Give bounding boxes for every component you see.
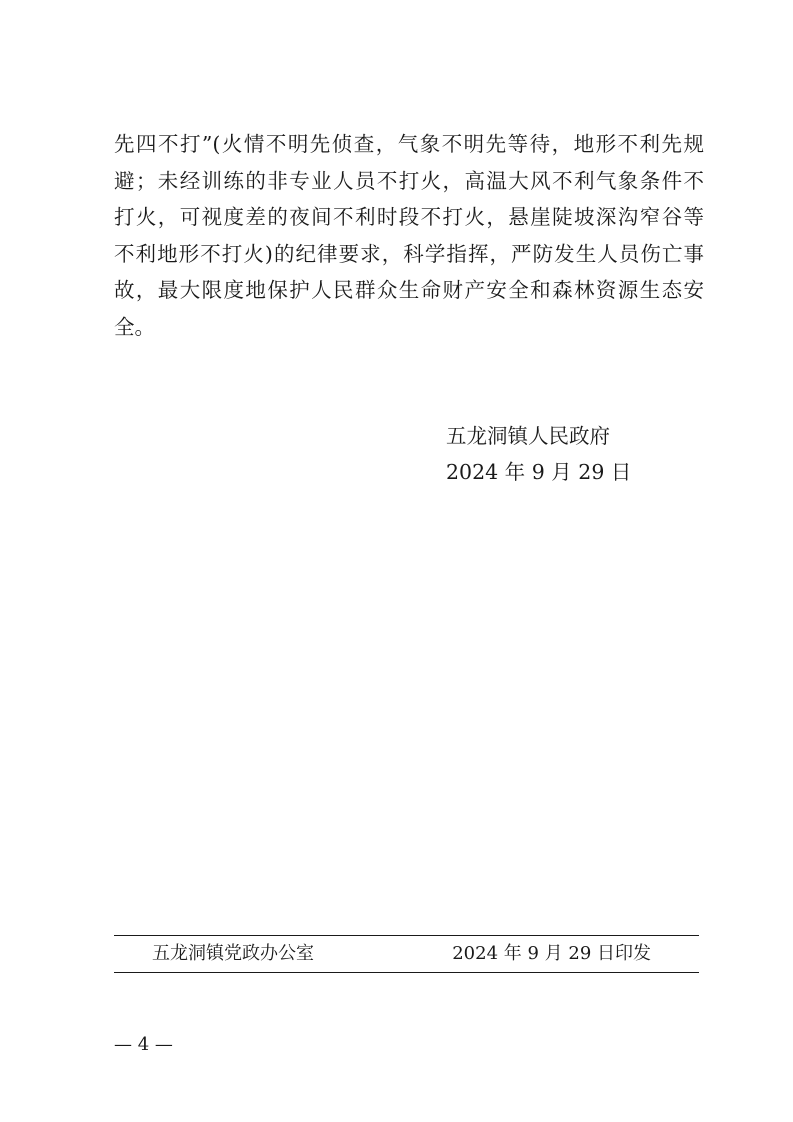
- issuer-name: 五龙洞镇人民政府: [446, 424, 610, 448]
- page-number: — 4 —: [114, 1034, 173, 1055]
- footer-row: [114, 935, 699, 972]
- issue-date: 2024 年 9 月 29 日印发: [452, 943, 651, 964]
- body-line: 打火，可视度差的夜间不利时段不打火，悬崖陡坡深沟窄谷等: [114, 205, 704, 229]
- signature-block: [446, 418, 631, 490]
- issuing-office: 五龙洞镇党政办公室: [152, 943, 314, 964]
- footer-bottom-rule: [114, 972, 699, 973]
- signature-date: 2024 年 9 月 29 日: [446, 460, 632, 484]
- body-line: 不利地形不打火)的纪律要求，科学指挥，严防发生人员伤亡事: [114, 241, 704, 266]
- body-line: 避；未经训练的非专业人员不打火，高温大风不利气象条件不: [114, 168, 704, 193]
- body-line: 故，最大限度地保护人民群众生命财产安全和森林资源生态安: [114, 278, 704, 302]
- body-line-last: 全。: [114, 314, 155, 339]
- body-paragraph: [114, 126, 704, 345]
- body-line: 先四不打”(火情不明先侦查，气象不明先等待，地形不利先规: [114, 132, 704, 156]
